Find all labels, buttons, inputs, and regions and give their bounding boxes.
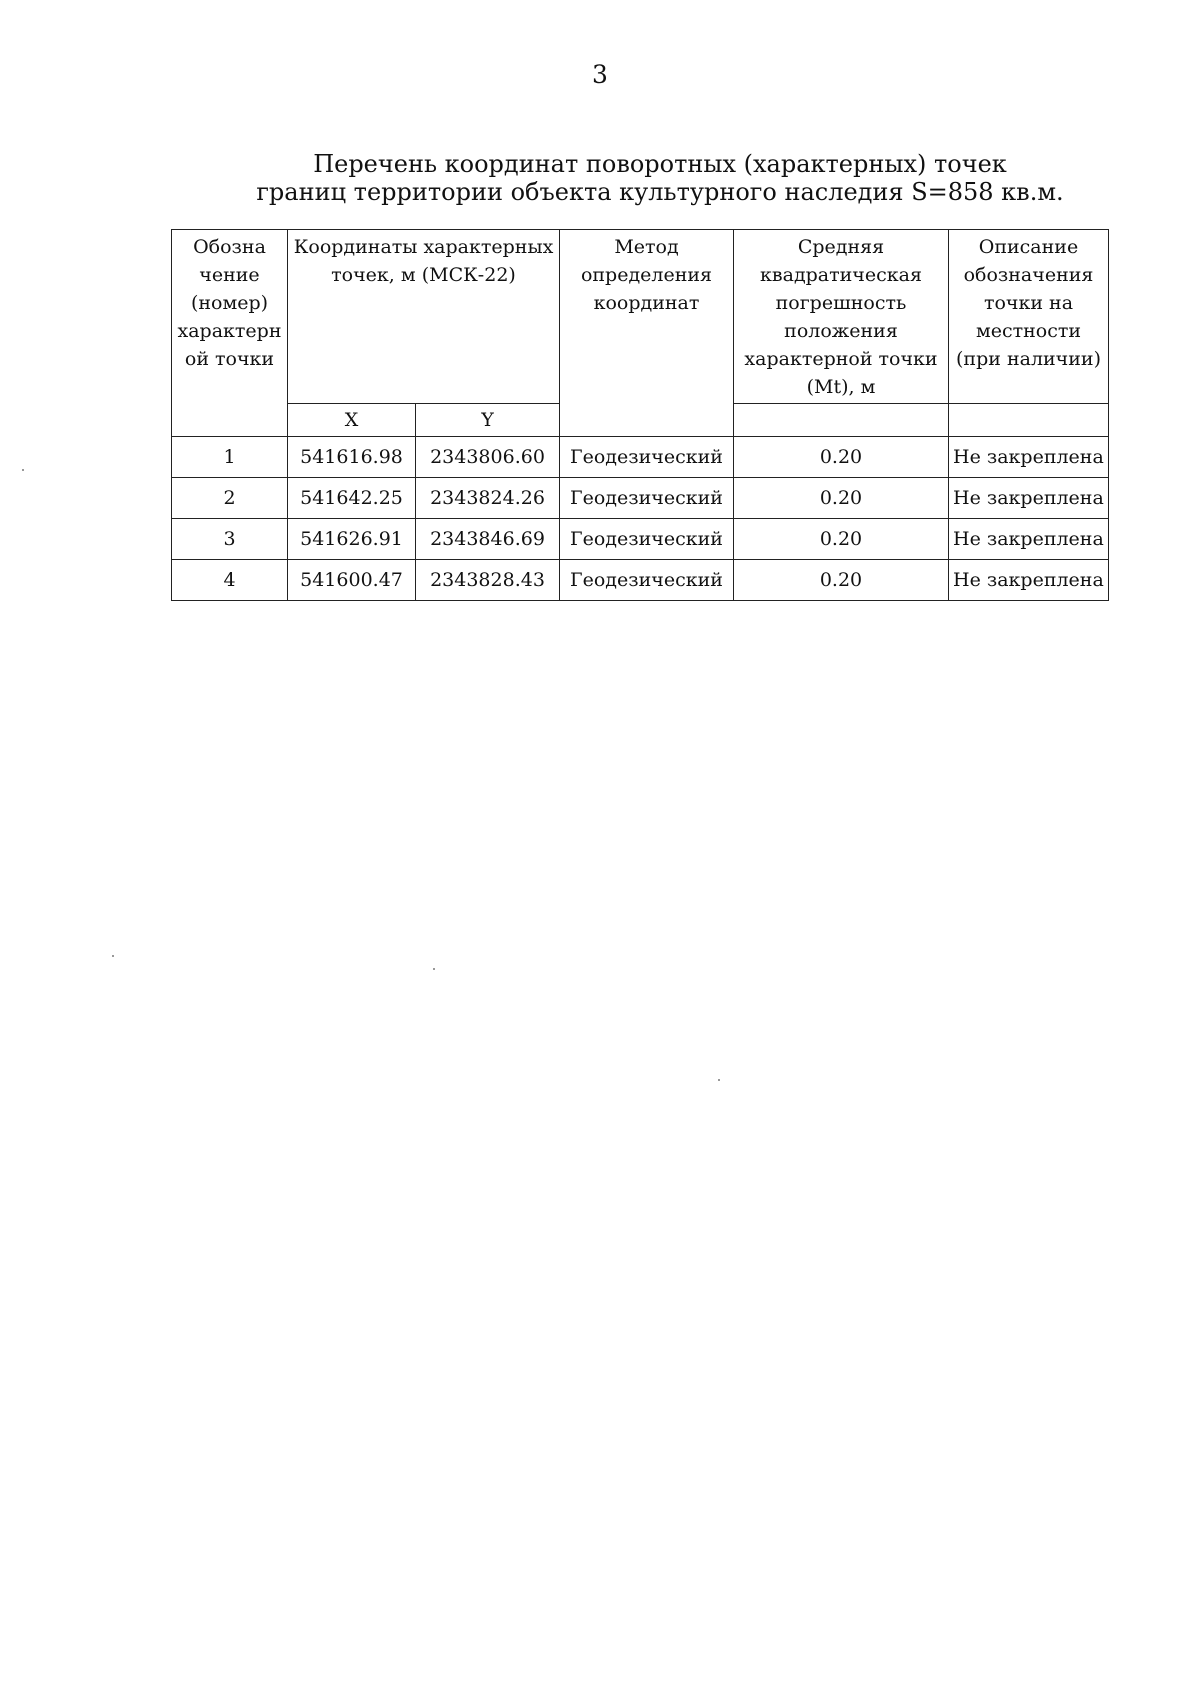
scan-speck [112, 955, 114, 957]
cell-point: 2 [172, 478, 288, 519]
header-error-blank [734, 404, 949, 437]
page-number: 3 [592, 60, 608, 89]
table-row [172, 478, 1109, 519]
scan-speck [433, 968, 435, 970]
cell-error: 0.20 [734, 437, 949, 478]
title-line-2: границ территории объекта культурного наследия S=858 кв.м. [256, 178, 1064, 206]
cell-point: 3 [172, 519, 288, 560]
cell-method: Геодезический [560, 437, 734, 478]
table-row [172, 560, 1109, 601]
cell-x: 541626.91 [288, 519, 416, 560]
header-y: Y [416, 404, 560, 437]
cell-point: 4 [172, 560, 288, 601]
cell-error: 0.20 [734, 519, 949, 560]
header-x: X [288, 404, 416, 437]
cell-y: 2343824.26 [416, 478, 560, 519]
cell-x: 541642.25 [288, 478, 416, 519]
header-coordinates: Координаты характерных точек, м (МСК-22) [288, 230, 560, 404]
cell-x: 541616.98 [288, 437, 416, 478]
header-method: Метод определения координат [560, 230, 734, 437]
document-title [160, 150, 1160, 206]
table-row [172, 437, 1109, 478]
cell-x: 541600.47 [288, 560, 416, 601]
table-header-row [172, 230, 1109, 404]
coordinates-table [171, 229, 1109, 601]
cell-method: Геодезический [560, 519, 734, 560]
title-line-1: Перечень координат поворотных (характерных) точек [313, 150, 1007, 178]
scan-speck [22, 469, 24, 471]
cell-y: 2343846.69 [416, 519, 560, 560]
cell-error: 0.20 [734, 478, 949, 519]
cell-y: 2343828.43 [416, 560, 560, 601]
cell-description: Не закреплена [949, 560, 1109, 601]
header-description: Описание обозначения точки на местности (при наличии) [949, 230, 1109, 404]
cell-description: Не закреплена [949, 478, 1109, 519]
scan-speck [718, 1079, 720, 1081]
cell-error: 0.20 [734, 560, 949, 601]
cell-point: 1 [172, 437, 288, 478]
cell-method: Геодезический [560, 478, 734, 519]
header-point: Обозна чение (номер) характерн ой точки [172, 230, 288, 437]
table-row [172, 519, 1109, 560]
header-description-blank [949, 404, 1109, 437]
cell-description: Не закреплена [949, 519, 1109, 560]
cell-method: Геодезический [560, 560, 734, 601]
cell-y: 2343806.60 [416, 437, 560, 478]
header-error: Средняя квадратическая погрешность положения характерной точки (Mt), м [734, 230, 949, 404]
table-body [172, 437, 1109, 601]
cell-description: Не закреплена [949, 437, 1109, 478]
